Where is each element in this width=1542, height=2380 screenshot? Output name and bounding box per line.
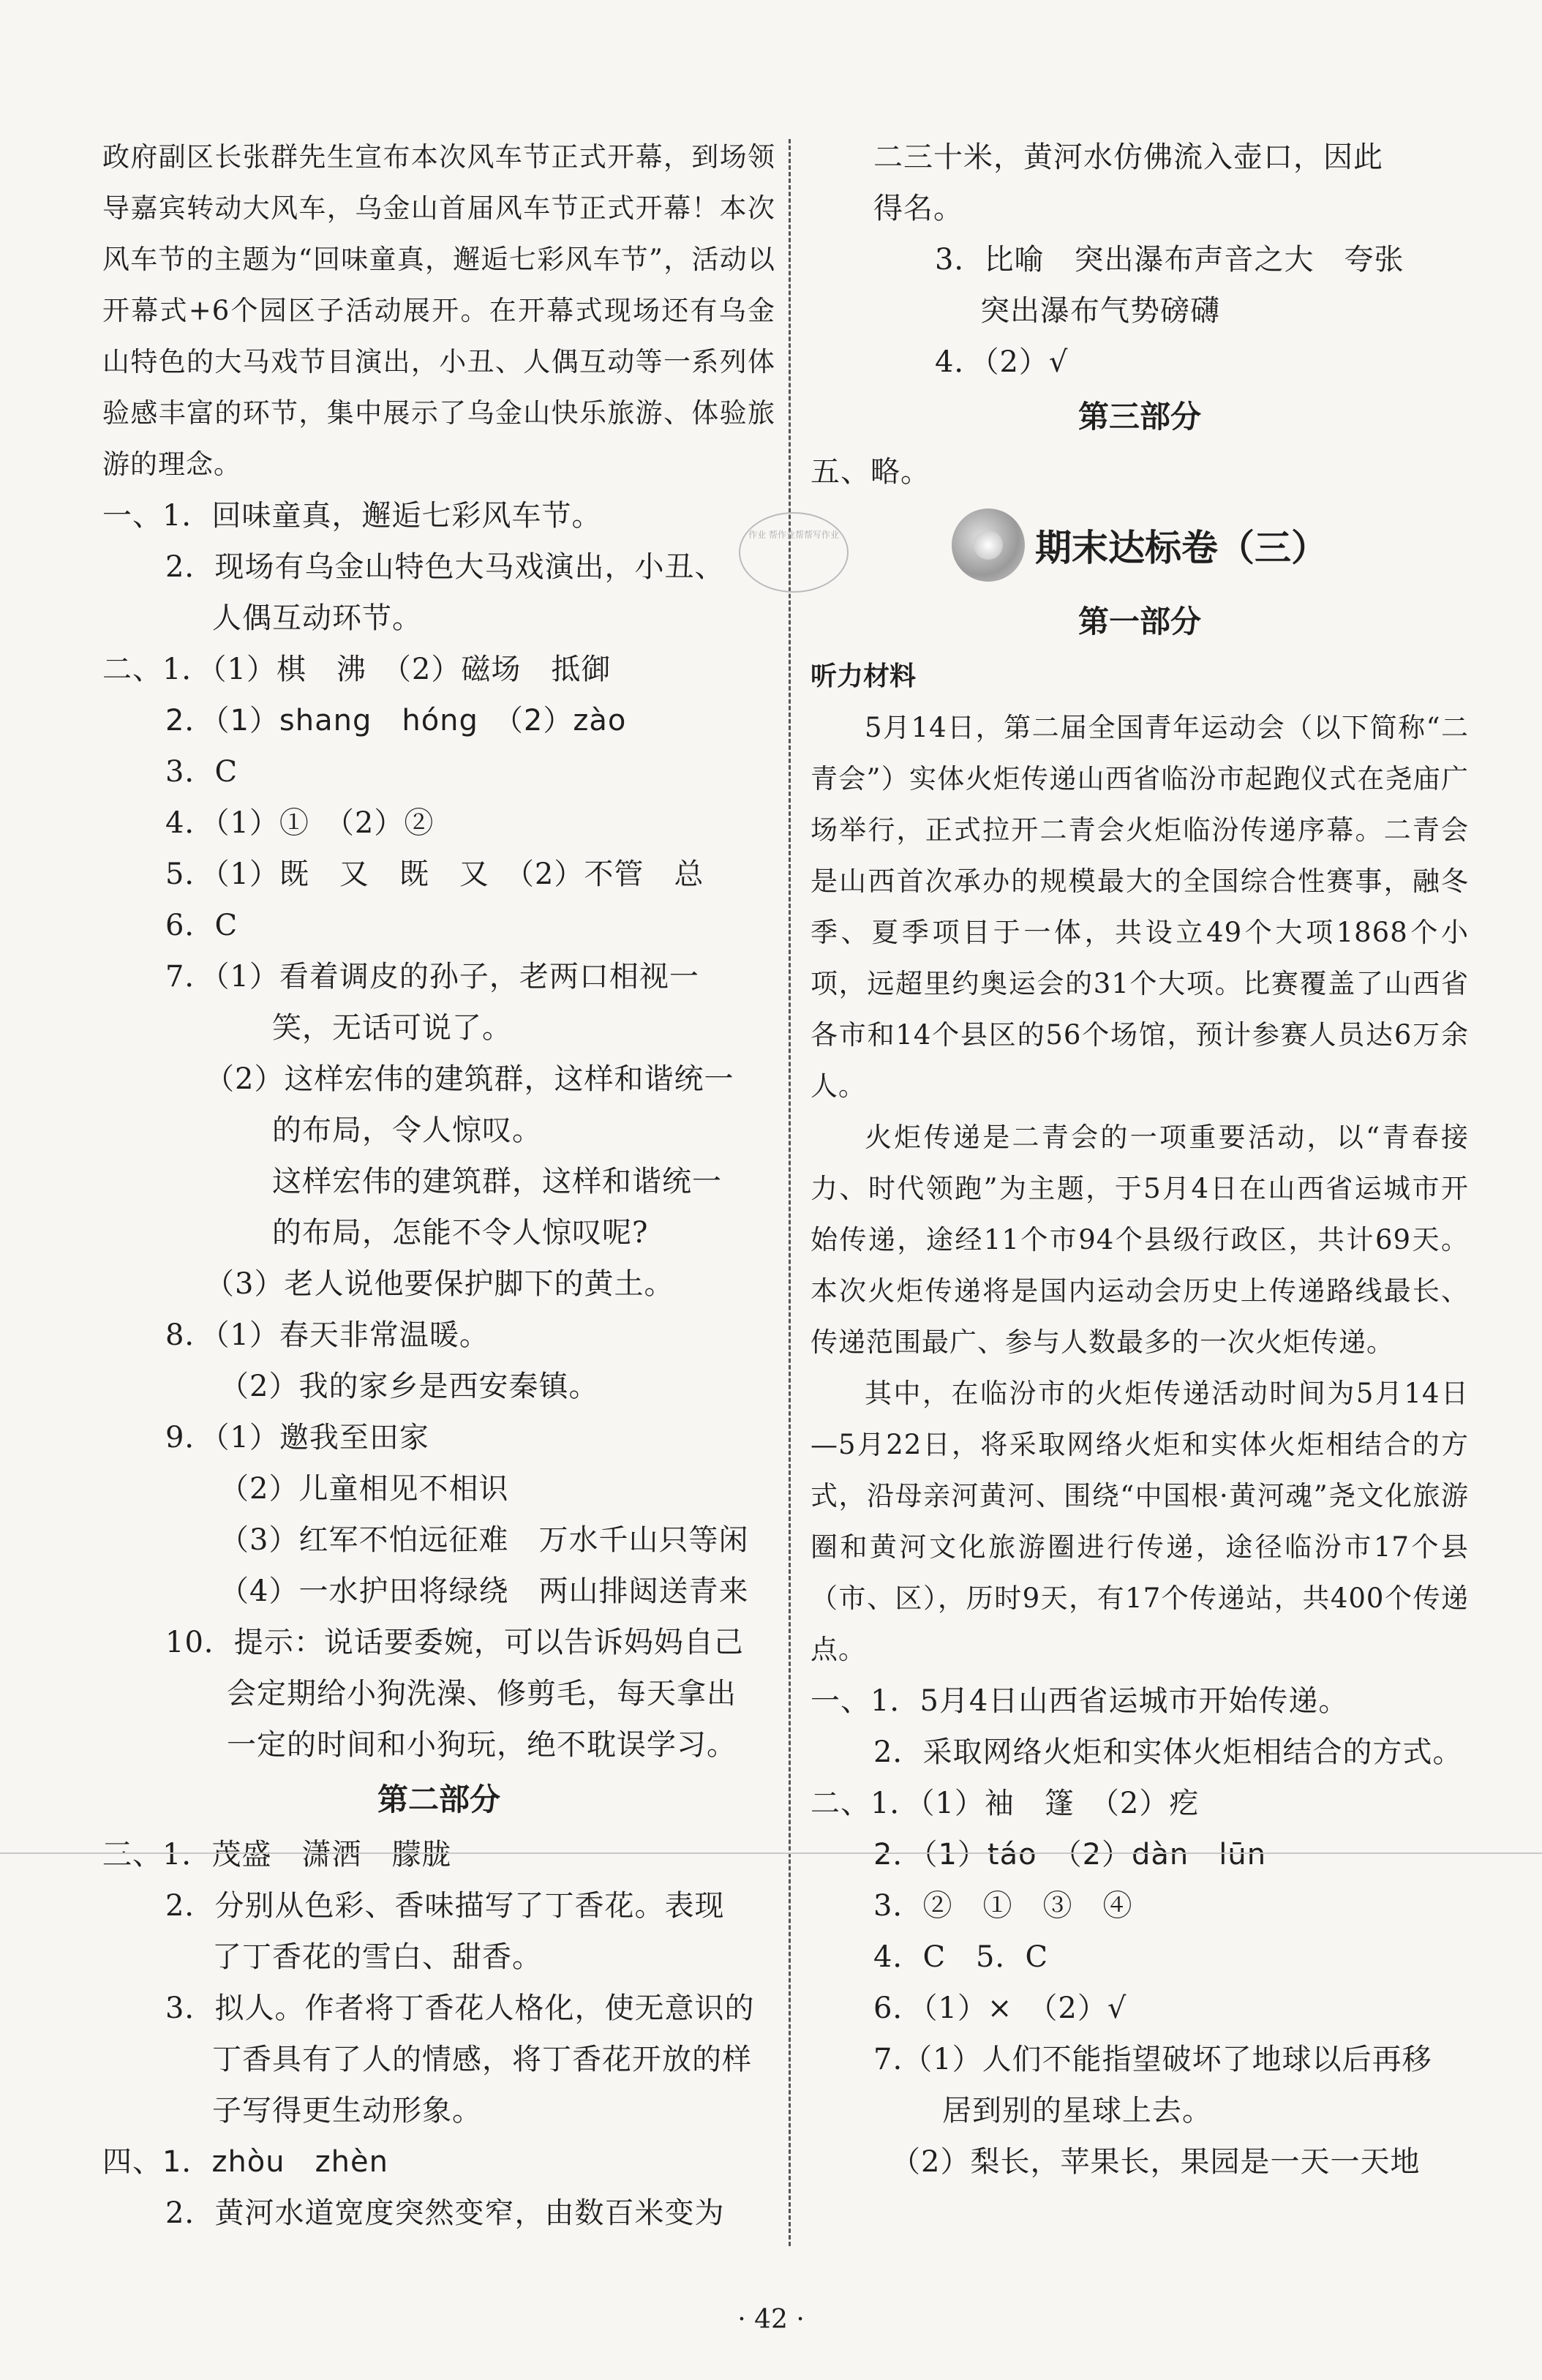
passage-paragraph: 其中，在临汾市的火炬传递活动时间为5月14日—5月22日，将采取网络火炬和实体火炬相结合的方式，沿母亲河黄河、围绕“中国根·黄河魂”尧文化旅游圈和黄河文化旅游圈进行传递，途径临汾市17个县（市、区），历时9天，有17个传递站，共400个传递点。 xyxy=(811,1378,1469,1665)
answer-line: （2）儿童相见不相识 xyxy=(219,1472,509,1506)
part-two-heading: 第二部分 xyxy=(377,1782,500,1817)
column-divider xyxy=(789,139,791,2246)
intro-text: 政府副区长张群先生宣布本次风车节正式开幕，到场领导嘉宾转动大风车，乌金山首届风车节正式开幕！本次风车节的主题为“回味童真，邂逅七彩风车节”，活动以开幕式+6个园区子活动展开。在开幕式现场还有乌金山特色的大马戏节目演出，小丑、人偶互动等一系列体验感丰富的环节，集中展示了乌金山快乐旅游、体验旅游的理念。 xyxy=(102,141,775,480)
exam-title: 期末达标卷（三） xyxy=(1035,527,1328,569)
answer-line: 8．（1）春天非常温暖。 xyxy=(165,1318,489,1352)
answer-line: 2．（1）shang hóng （2）zào xyxy=(165,704,627,737)
answer-line: 2．黄河水道宽度突然变窄，由数百米变为 xyxy=(165,2196,725,2230)
answer-line: 二、1．（1）袖 篷 （2）疙 xyxy=(811,1787,1200,1820)
answer-line: （3）红军不怕远征难 万水千山只等闲 xyxy=(219,1523,749,1557)
answer-line: 三、1．茂盛 潇洒 朦胧 xyxy=(102,1838,452,1872)
intro-paragraph xyxy=(102,132,775,490)
listening-passage xyxy=(811,702,1469,1675)
answer-line: 二三十米，黄河水仿佛流入壶口，因此 xyxy=(873,140,1383,174)
answer-line: 4．（2）√ xyxy=(935,345,1069,379)
answer-line: 9．（1）邀我至田家 xyxy=(165,1421,429,1454)
answer-line: 3．② ① ③ ④ xyxy=(873,1889,1133,1923)
scan-fold-line xyxy=(0,1852,1542,1854)
answer-line: 子写得更生动形象。 xyxy=(212,2094,482,2128)
answer-line: 3．比喻 突出瀑布声音之大 夸张 xyxy=(935,243,1404,277)
answer-line: 4．（1）① （2）② xyxy=(165,806,435,840)
listening-heading: 听力材料 xyxy=(811,661,917,691)
answer-line: 7．（1）看着调皮的孙子，老两口相视一 xyxy=(165,960,699,994)
answer-line: 的布局，怎能不令人惊叹呢? xyxy=(272,1216,649,1250)
answer-line: 四、1．zhòu zhèn xyxy=(102,2145,388,2179)
answer-line: 10．提示：说话要委婉，可以告诉妈妈自己 xyxy=(165,1626,744,1659)
right-column xyxy=(811,132,1469,2188)
answer-line: 会定期给小狗洗澡、修剪毛，每天拿出 xyxy=(227,1677,737,1711)
stamp-text: 作业 帮作业帮帮写作业 xyxy=(748,530,839,540)
answer-line: 3．C xyxy=(165,755,238,789)
answer-line: 这样宏伟的建筑群，这样和谐统一 xyxy=(272,1165,722,1198)
answer-line: 3．拟人。作者将丁香花人格化，使无意识的 xyxy=(165,1992,755,2025)
page-number: · 42 · xyxy=(737,2305,805,2335)
answer-line: 一、1．5月4日山西省运城市开始传递。 xyxy=(811,1684,1349,1718)
answer-line: 2．分别从色彩、香味描写了丁香花。表现 xyxy=(165,1889,725,1923)
answer-line: 五、略。 xyxy=(811,455,930,489)
answer-line: （3）老人说他要保护脚下的黄土。 xyxy=(205,1267,674,1301)
left-column xyxy=(102,132,775,2239)
passage-paragraph: 5月14日，第二届全国青年运动会（以下简称“二青会”）实体火炬传递山西省临汾市起跑仪式在尧庙广场举行，正式拉开二青会火炬临汾传递序幕。二青会是山西首次承办的规模最大的全国综合性赛事，融冬季、夏季项目于一体，共设立49个大项1868个小项，远超里约奥运会的31个大项。比赛覆盖了山西省各市和14个县区的56个场馆，预计参赛人员达6万余人。 xyxy=(811,712,1469,1102)
answer-line: 2．现场有乌金山特色大马戏演出，小丑、 xyxy=(165,550,725,584)
answer-line: 5．（1）既 又 既 又 （2）不管 总 xyxy=(165,857,704,891)
answer-line: 4．C 5．C xyxy=(873,1940,1049,1974)
answer-line: 二、1．（1）棋 沸 （2）磁场 抵御 xyxy=(102,653,612,686)
answer-line: 6．C xyxy=(165,909,238,942)
answer-line: （2）我的家乡是西安秦镇。 xyxy=(219,1370,599,1403)
answer-line: 6．（1）× （2）√ xyxy=(873,1992,1127,2025)
answer-line: （2）这样宏伟的建筑群，这样和谐统一 xyxy=(205,1062,734,1096)
answer-line: 居到别的星球上去。 xyxy=(942,2094,1212,2128)
passage-paragraph: 火炬传递是二青会的一项重要活动，以“青春接力、时代领跑”为主题，于5月4日在山西省运城市开始传递，途经11个市94个县级行政区，共计69天。本次火炬传递将是国内运动会历史上传递路线最长、传递范围最广、参与人数最多的一次火炬传递。 xyxy=(811,1122,1469,1358)
answer-line: 人偶互动环节。 xyxy=(212,601,422,635)
answer-line: 得名。 xyxy=(873,192,963,225)
answer-line: 7.（1）人们不能指望破坏了地球以后再移 xyxy=(873,2043,1432,2076)
answer-line: 的布局，令人惊叹。 xyxy=(272,1114,542,1147)
exam-title-banner xyxy=(811,498,1469,593)
answer-line: （4）一水护田将绿绕 两山排闼送青来 xyxy=(219,1574,749,1608)
answer-line: 突出瀑布气势磅礴 xyxy=(980,294,1220,328)
answer-line: 了丁香花的雪白、甜香。 xyxy=(212,1940,542,1974)
medal-icon xyxy=(952,508,1025,582)
answer-line: 笑，无话可说了。 xyxy=(272,1011,512,1045)
answer-line: （2）梨长，苹果长，果园是一天一天地 xyxy=(891,2145,1421,2179)
answer-line: 2．采取网络火炬和实体火炬相结合的方式。 xyxy=(873,1735,1463,1769)
answer-line: 一、1．回味童真，邂逅七彩风车节。 xyxy=(102,499,602,533)
part-three-heading: 第三部分 xyxy=(1077,399,1201,435)
answer-line: 丁香具有了人的情感，将丁香花开放的样 xyxy=(212,2043,752,2076)
answer-line: 一定的时间和小狗玩，绝不耽误学习。 xyxy=(227,1728,737,1762)
part-one-heading: 第一部分 xyxy=(1077,604,1201,639)
answer-line: 2．（1）táo （2）dàn lūn xyxy=(873,1838,1267,1872)
